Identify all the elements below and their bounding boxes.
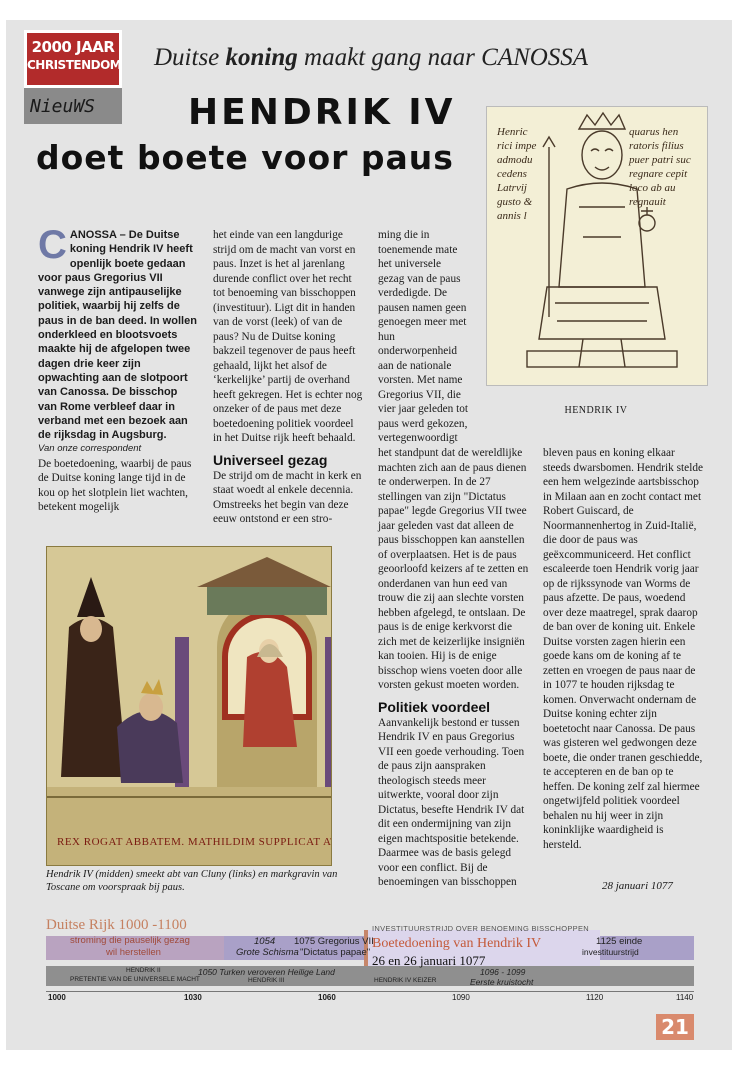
timeline-left-band-text-2: wil herstellen xyxy=(106,947,161,958)
article-column-2 xyxy=(213,228,365,527)
column-1-body: De boetedoening, waarbij de paus de Duitse koning lange tijd in de kou op het slotplein liet wachten, betekent mogelijk xyxy=(38,457,192,514)
kicker-headline xyxy=(154,44,588,72)
miniature-painting xyxy=(47,547,331,865)
kruistocht-text: Eerste kruistocht xyxy=(470,977,534,987)
manuscript-drawing xyxy=(487,107,707,385)
hendrik-iii-label: HENDRIK III xyxy=(248,977,285,984)
logo-red-block xyxy=(24,30,122,88)
inscription-left-6: gusto & xyxy=(497,196,533,208)
event-1075-line-2: "Dictatus papae" xyxy=(300,947,371,958)
column-2-body-2: De strijd om de macht in kerk en staat woedt al enkele decennia. Omstreeks het begin van deze eeuw ontstond er een stro- xyxy=(213,469,362,525)
article-date: 28 januari 1077 xyxy=(602,880,673,892)
article-column-3 xyxy=(378,446,530,890)
logo-word: NieuWS xyxy=(30,96,96,117)
kruistocht-years: 1096 - 1099 xyxy=(480,967,526,977)
main-title-line-2: doet boete voor paus xyxy=(36,138,454,177)
inscription-left-4: cedens xyxy=(497,168,527,180)
timeline-title: Duitse Rijk 1000 -1100 xyxy=(46,917,187,933)
article-lead: ANOSSA – De Duitse koning Hendrik IV heeft openlijk boete gedaan voor paus Gregorius VII vanwege zijn antipauselijke politiek, waarbij hij zelfs de paus in de ban deed. In wollen onderkleed en blootsvoets maakte hij de afgelopen twee dagen drie keer zijn opwachting aan de slotpoort van Canossa. De bisschop van Rome verbleef daar in verband met een bezoek aan de rijksdag in Augsburg. xyxy=(38,229,197,442)
column-2-body: het einde van een langdurige strijd om de macht van vorst en paus. Inzet is het al jarenlang durende conflict over het recht tot benoeming van bisschoppen (investituur). Ligt dit in handen van de vorst (leek) of van de paus? Nu de Duitse koning bakzeil tegenover de paus heeft gehaald, lijkt het alsof de ‘kerkelijke’ partij de overhand heeft gekregen. Het is echter nog onzeker of de paus met deze boetedoening politiek voordeel in het Duitse rijk heeft behaald. xyxy=(213,229,363,444)
axis-year-1140: 1140 xyxy=(676,993,694,1002)
logo-line-2: CHRISTENDOM xyxy=(27,58,122,72)
pretentie-label: PRETENTIE VAN DE UNIVERSELE MACHT xyxy=(70,976,200,983)
article-column-3-top xyxy=(378,228,470,446)
hendrik-iv-manuscript-image xyxy=(486,106,708,386)
event-1054-text: Grote Schisma xyxy=(236,947,299,958)
event-1075-line-1: 1075 Gregorius VII xyxy=(294,936,374,947)
axis-year-1120: 1120 xyxy=(586,993,604,1002)
column-4-body: bleven paus en koning elkaar steeds dwarsbomen. Hendrik stelde een hem welgezinde aartsbisschop in Milaan aan en zocht contact met Robert Guiscard, de Noormannenhertog in Zuid-Italië, die door de paus was geëxcommuniceerd. Het conflict escaleerde toen Hendrik vorig jaar op de rijkssynode van Worms de paus afzette. De paus, woedend over deze maatregel, sprak daarop de ban over de koning uit. Enkele Duitse vorsten zagen hierin een goede kans om de koning af te zetten en vroegen de paus naar de in 1077 te houden rijksdag te komen. Onverwacht ondernam de Duitse koning echter zijn boetetocht naar Canossa. De paus was gisteren wel gedwongen deze boete, die onder tranen geschiedde, te accepteren en de ban op te heffen. De koning zelf zal hiermee ongetwijfeld politiek voordeel behalen nu hij weer in zijn koninklijke waardigheid is hersteld. xyxy=(543,447,703,851)
highlight-line-2: 26 en 26 januari 1077 xyxy=(372,953,486,968)
series-logo xyxy=(24,30,122,124)
drop-cap: C xyxy=(38,223,67,267)
inscription-right-4: regnare cepit xyxy=(629,168,688,180)
left-figure-caption: Hendrik IV (midden) smeekt abt van Cluny (links) en markgravin van Toscane om voorspraak bij paus. xyxy=(46,869,338,893)
inscription-right-3: puer patri suc xyxy=(629,154,691,166)
inscription-left-5: Latrvij xyxy=(497,182,527,194)
axis-year-1090: 1090 xyxy=(452,993,470,1002)
investituurstrijd-header: INVESTITUURSTRIJD OVER BENOEMING BISSCHOPPEN xyxy=(372,924,589,933)
article-column-4 xyxy=(543,446,703,852)
kicker-post: maakt gang naar CANOSSA xyxy=(297,44,589,71)
kicker-bold: koning xyxy=(225,44,298,71)
byline: Van onze correspondent xyxy=(38,443,142,455)
subheading-politiek-voordeel: Politiek voordeel xyxy=(378,698,491,715)
inscription-left-7: annis l xyxy=(497,210,527,222)
top-figure-caption: HENDRIK IV xyxy=(564,405,628,416)
event-1054-year: 1054 xyxy=(254,936,276,947)
inscription-left-3: admodu xyxy=(497,154,533,166)
logo-line-1: 2000 JAAR xyxy=(31,38,115,56)
inscription-right-6: regnauit xyxy=(629,196,666,208)
timeline-axis-line xyxy=(46,991,694,992)
inscription-right-1: quarus hen xyxy=(629,126,679,138)
column-3-body: het standpunt dat de wereldlijke machten zich aan de paus dienen te onderwerpen. In de 27 stellingen van zijn "Dictatus papae" legde Gregorius VII twee jaar geleden vast dat alleen de paus bisschoppen kan aanstellen of overplaatsen. Het is de paus geoorloofd keizers af te zetten en onderdanen van hun eed van trouw die zij aan slechte vorsten hebben afgelegd, te ontslaan. De paus is de enige kerkvorst die zich met de keizerlijke insigniën kan tooien. Hij is de enige bisschop wiens voeten door alle vorsten gekust moeten worden. xyxy=(378,447,529,691)
main-title-line-1: HENDRIK IV xyxy=(188,92,456,133)
highlight-line-1: Boetedoening van Hendrik IV xyxy=(372,936,542,951)
hendrik-iv-keizer-label: HENDRIK IV KEIZER xyxy=(374,977,437,984)
axis-year-1030: 1030 xyxy=(184,993,202,1002)
turken-event: 1050 Turken veroveren Heilige Land xyxy=(198,967,335,977)
axis-year-1000: 1000 xyxy=(48,993,66,1002)
page-number: 21 xyxy=(656,1014,694,1040)
column-3-body-2: Aanvankelijk bestond er tussen Hendrik IV en paus Gregorius VII een goede verhouding. Toen de paus zijn aanspraken theologisch steeds meer uitwerkte, vooral door zijn Dictatus, besefte Hendrik IV dat dit een ondermijning van zijn eigen machtspositie betekende. Daarmee was de basis gelegd voor een conflict. Bij de benoemingen van bisschoppen xyxy=(378,716,525,888)
subheading-universeel-gezag: Universeel gezag xyxy=(213,451,328,468)
hendrik-ii-label: HENDRIK II xyxy=(126,967,161,974)
event-1125-line-2: investituurstrijd xyxy=(582,947,639,957)
inscription-left-2: rici impe xyxy=(497,140,537,152)
canossa-miniature-image xyxy=(46,546,332,866)
event-1125-line-1: 1125 einde xyxy=(596,936,643,947)
kicker-pre: Duitse xyxy=(154,44,226,71)
miniature-inscription: REX ROGAT ABBATEM. MATHILDIM SUPPLICAT ATQ xyxy=(57,836,331,848)
column-3-narrow-body: ming die in toenemende mate het universele gezag van de paus verdedigde. De pausen namen geen genoegen meer met hun onderworpenheid aan de nationale vorsten. Met name Gregorius VII, die vier jaar geleden tot paus werd gekozen, vertegenwoordigt xyxy=(378,229,469,444)
inscription-right-2: ratoris filius xyxy=(629,140,684,152)
axis-year-1060: 1060 xyxy=(318,993,336,1002)
inscription-right-5: loco ab au xyxy=(629,182,676,194)
article-column-1 xyxy=(38,223,198,515)
inscription-left-1: Henric xyxy=(497,126,528,138)
timeline-left-band-text-1: stroming die pauselijk gezag xyxy=(70,935,190,946)
